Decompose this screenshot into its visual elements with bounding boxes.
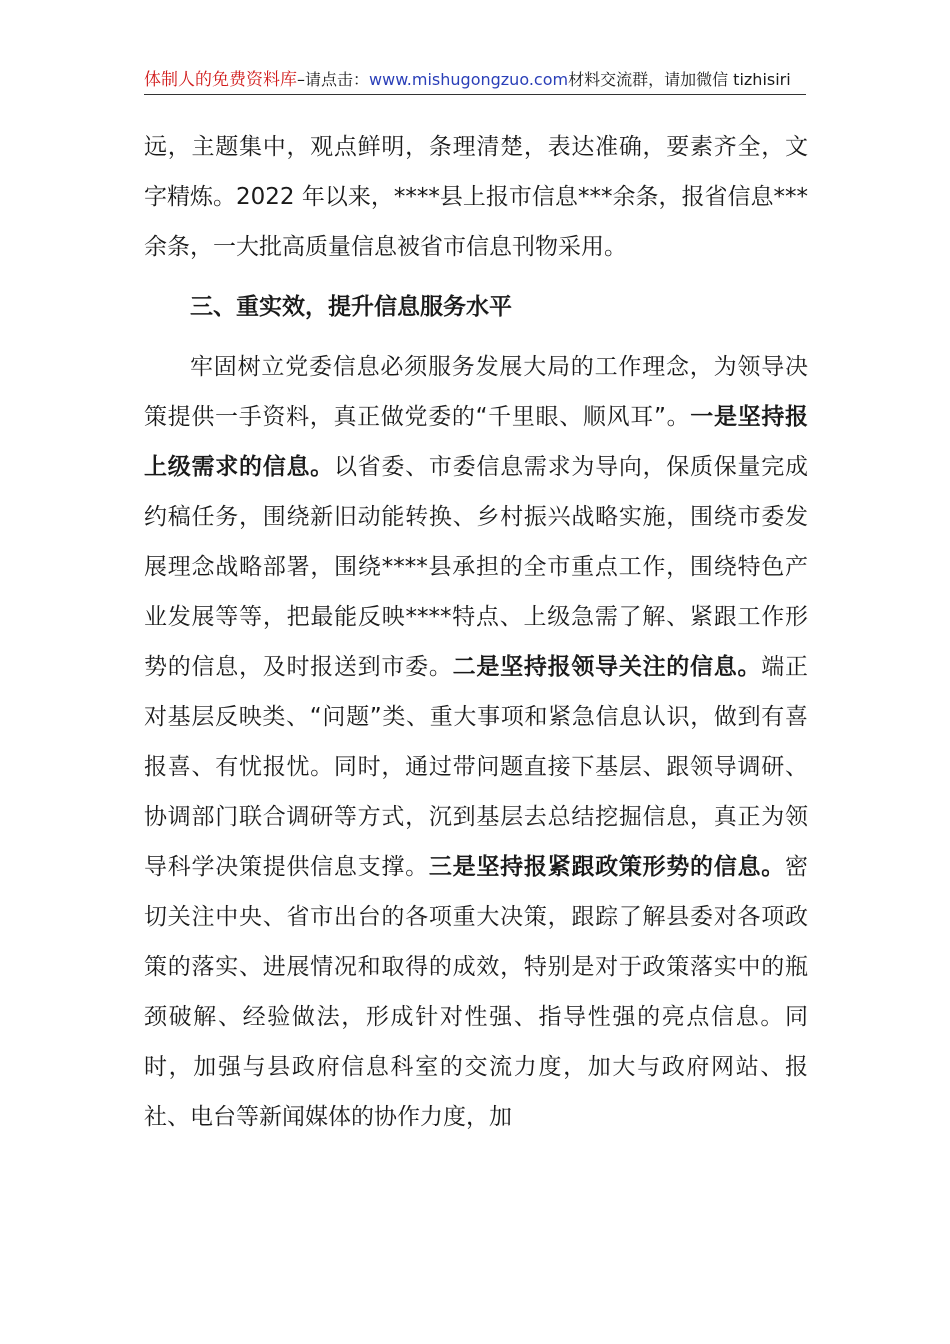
- header-url-link[interactable]: www.mishugongzuo.com: [369, 70, 569, 89]
- paragraph-continued: 远，主题集中，观点鲜明，条理清楚，表达准确，要素齐全，文字精炼。2022 年以来，****县上报市信息***余条，报省信息***余条，一大批高质量信息被省市信息刊物采用。: [144, 134, 808, 260]
- document-body: [144, 122, 808, 1142]
- point-1-title: 一是坚持报上级需求的信息。: [144, 404, 809, 480]
- point-3-title: 三是坚持报紧跟政策形势的信息。: [428, 854, 786, 880]
- paragraph-service: [144, 342, 808, 1142]
- page-header: [144, 68, 806, 95]
- point-1-text: 以省委、市委信息需求为导向，保质保量完成约稿任务，围绕新旧动能转换、乡村振兴战略实施，围绕市委发展理念战略部署，围绕****县承担的全市重点工作，围绕特色产业发展等等，把最能反映****特点、上级急需了解、紧跟工作形势的信息，及时报送到市委。: [144, 454, 809, 680]
- paragraph-intro: 牢固树立党委信息必须服务发展大局的工作理念，为领导决策提供一手资料，真正做党委的“千里眼、顺风耳”。: [144, 354, 808, 430]
- section-heading: 三、重实效，提升信息服务水平: [190, 294, 512, 320]
- header-separator: –请点击：: [297, 70, 370, 89]
- point-3-text: 密切关注中央、省市出台的各项重大决策，跟踪了解县委对各项政策的落实、进展情况和取得的成效，特别是对于政策落实中的瓶颈破解、经验做法，形成针对性强、指导性强的亮点信息。同时，加强与县政府信息科室的交流力度，加大与政府网站、报社、电台等新闻媒体的协作力度，加: [144, 854, 809, 1130]
- point-2-title: 二是坚持报领导关注的信息。: [452, 654, 762, 680]
- point-2-text: 端正对基层反映类、“问题”类、重大事项和紧急信息认识，做到有喜报喜、有忧报忧。同时，通过带问题直接下基层、跟领导调研、协调部门联合调研等方式，沉到基层去总结挖掘信息，真正为领导科学决策提供信息支撑。: [144, 654, 809, 880]
- header-brand: 体制人的免费资料库: [144, 70, 297, 90]
- header-suffix: 材料交流群，请加微信 tizhisiri: [568, 70, 791, 89]
